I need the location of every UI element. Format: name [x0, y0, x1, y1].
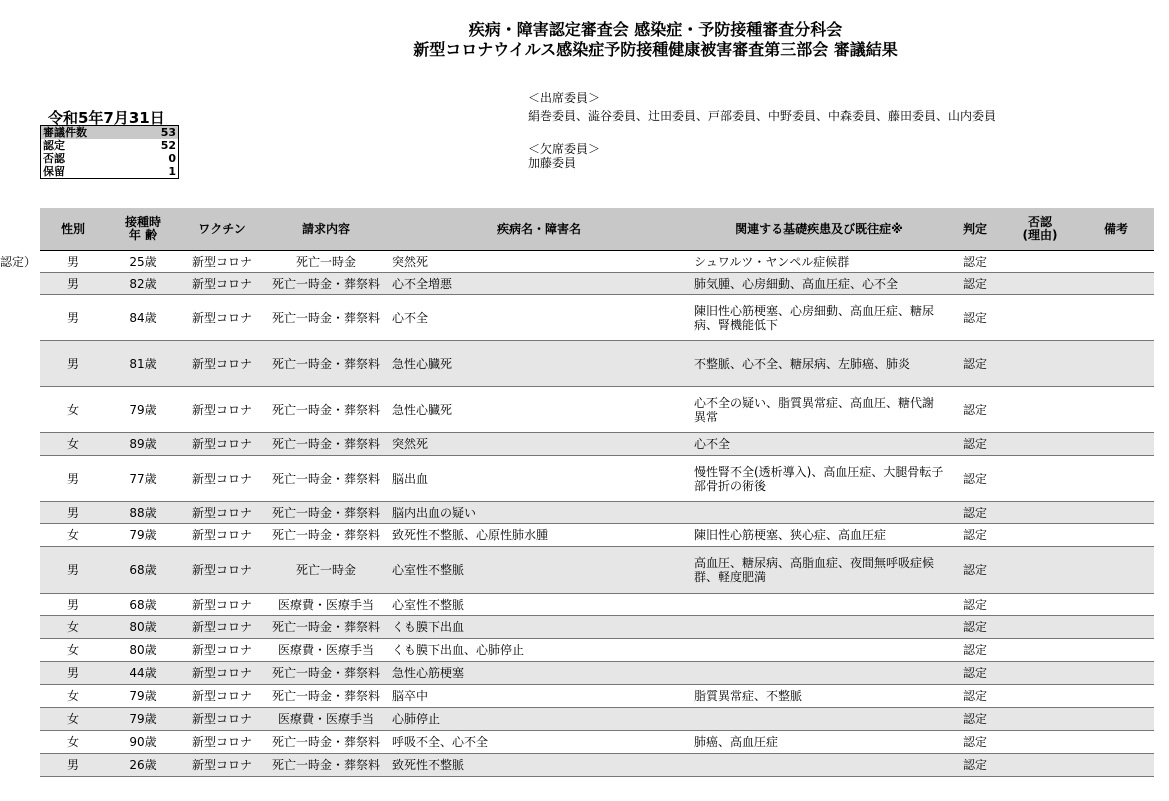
cell-result: 認定: [948, 387, 1002, 433]
cell-vaccine: 新型コロナ: [180, 341, 264, 387]
table-row: [40, 295, 1154, 341]
cell-denial-reason: [1002, 341, 1078, 387]
cell-disease: 脳出血: [388, 456, 690, 502]
cell-history: 不整脈、心不全、糖尿病、左肺癌、肺炎: [690, 341, 948, 387]
absent-members-list: 加藤委員: [528, 156, 577, 170]
cell-denial-reason: [1002, 547, 1078, 594]
table-row: [40, 754, 1154, 777]
cell-history: 陳旧性心筋梗塞、狭心症、高血圧症: [690, 524, 948, 547]
column-header-remarks: 備考: [1078, 208, 1154, 251]
cell-disease: 心肺停止: [388, 708, 690, 731]
cell-history: [690, 639, 948, 662]
cell-age: 79歳: [106, 387, 180, 433]
table-row: [40, 433, 1154, 456]
cell-age: 81歳: [106, 341, 180, 387]
cell-vaccine: 新型コロナ: [180, 295, 264, 341]
cell-vaccine: 新型コロナ: [180, 594, 264, 616]
cell-disease: 心室性不整脈: [388, 594, 690, 616]
cell-remarks: [1078, 295, 1154, 341]
cell-result: 認定: [948, 685, 1002, 708]
cell-claim: 死亡一時金・葬祭料: [264, 754, 388, 777]
cell-age: 80歳: [106, 616, 180, 639]
column-header-claim: 請求内容: [264, 208, 388, 251]
cell-sex: 男: [40, 547, 106, 594]
cell-claim: 死亡一時金・葬祭料: [264, 662, 388, 685]
cell-vaccine: 新型コロナ: [180, 547, 264, 594]
table-row: [40, 524, 1154, 547]
cell-claim: 死亡一時金・葬祭料: [264, 295, 388, 341]
cell-denial-reason: [1002, 731, 1078, 754]
cell-sex: 男: [40, 341, 106, 387]
summary-label: 保留: [43, 165, 65, 178]
cell-claim: 死亡一時金・葬祭料: [264, 387, 388, 433]
cell-age: 44歳: [106, 662, 180, 685]
cell-disease: 突然死: [388, 433, 690, 456]
cell-result: 認定: [948, 708, 1002, 731]
side-cut-text: 認定）: [0, 255, 37, 269]
column-header-sex: 性別: [40, 208, 106, 251]
table-header-row: [40, 208, 1154, 251]
cell-sex: 女: [40, 433, 106, 456]
cell-claim: 死亡一時金: [264, 547, 388, 594]
cell-result: 認定: [948, 754, 1002, 777]
table-row: [40, 639, 1154, 662]
cell-result: 認定: [948, 341, 1002, 387]
cell-remarks: [1078, 251, 1154, 273]
cell-history: 心不全: [690, 433, 948, 456]
cell-disease: 呼吸不全、心不全: [388, 731, 690, 754]
cell-remarks: [1078, 524, 1154, 547]
cell-vaccine: 新型コロナ: [180, 524, 264, 547]
cell-remarks: [1078, 731, 1154, 754]
column-header-result: 判定: [948, 208, 1002, 251]
cell-age: 25歳: [106, 251, 180, 273]
cell-history: [690, 662, 948, 685]
cell-denial-reason: [1002, 251, 1078, 273]
cell-denial-reason: [1002, 594, 1078, 616]
cell-sex: 男: [40, 456, 106, 502]
cell-age: 82歳: [106, 273, 180, 295]
cell-claim: 死亡一時金・葬祭料: [264, 502, 388, 524]
cell-vaccine: 新型コロナ: [180, 731, 264, 754]
table-row: [40, 594, 1154, 616]
cell-remarks: [1078, 547, 1154, 594]
table-row: [40, 387, 1154, 433]
cell-sex: 女: [40, 685, 106, 708]
cell-vaccine: 新型コロナ: [180, 708, 264, 731]
cell-denial-reason: [1002, 524, 1078, 547]
cell-age: 90歳: [106, 731, 180, 754]
cell-sex: 女: [40, 639, 106, 662]
cell-vaccine: 新型コロナ: [180, 273, 264, 295]
cell-sex: 女: [40, 616, 106, 639]
cell-vaccine: 新型コロナ: [180, 502, 264, 524]
cell-claim: 医療費・医療手当: [264, 639, 388, 662]
cell-history: [690, 754, 948, 777]
cell-remarks: [1078, 433, 1154, 456]
cell-sex: 男: [40, 754, 106, 777]
cell-disease: 致死性不整脈、心原性肺水腫: [388, 524, 690, 547]
cell-vaccine: 新型コロナ: [180, 251, 264, 273]
absent-members-heading: ＜欠席委員＞: [528, 142, 601, 156]
cell-vaccine: 新型コロナ: [180, 387, 264, 433]
cell-sex: 男: [40, 295, 106, 341]
cell-result: 認定: [948, 731, 1002, 754]
cell-sex: 男: [40, 502, 106, 524]
cell-sex: 女: [40, 731, 106, 754]
cell-sex: 男: [40, 251, 106, 273]
cell-disease: 急性心筋梗塞: [388, 662, 690, 685]
present-members-list: 絹巻委員、澁谷委員、辻田委員、戸部委員、中野委員、中森委員、藤田委員、山内委員: [528, 109, 997, 123]
cell-remarks: [1078, 616, 1154, 639]
summary-label: 認定: [43, 139, 65, 152]
table-row: [40, 547, 1154, 594]
meeting-date: 令和5年7月31日: [48, 109, 165, 127]
cell-remarks: [1078, 685, 1154, 708]
cell-vaccine: 新型コロナ: [180, 433, 264, 456]
cell-denial-reason: [1002, 685, 1078, 708]
cell-remarks: [1078, 273, 1154, 295]
cell-denial-reason: [1002, 456, 1078, 502]
cell-history: シュワルツ・ヤンペル症候群: [690, 251, 948, 273]
summary-table: [40, 125, 179, 179]
cell-remarks: [1078, 502, 1154, 524]
cell-disease: くも膜下出血: [388, 616, 690, 639]
cell-result: 認定: [948, 251, 1002, 273]
cell-claim: 死亡一時金・葬祭料: [264, 524, 388, 547]
table-row: [40, 662, 1154, 685]
cell-denial-reason: [1002, 295, 1078, 341]
cell-age: 77歳: [106, 456, 180, 502]
cell-result: 認定: [948, 616, 1002, 639]
cell-age: 79歳: [106, 524, 180, 547]
table-row: [40, 251, 1154, 273]
cell-disease: 致死性不整脈: [388, 754, 690, 777]
cell-claim: 死亡一時金・葬祭料: [264, 685, 388, 708]
cell-result: 認定: [948, 594, 1002, 616]
summary-row-approved: [41, 139, 179, 152]
cell-history: 肺気腫、心房細動、高血圧症、心不全: [690, 273, 948, 295]
summary-row-denied: [41, 152, 179, 165]
cell-sex: 男: [40, 594, 106, 616]
cell-history: 脂質異常症、不整脈: [690, 685, 948, 708]
cell-disease: 脳卒中: [388, 685, 690, 708]
cell-age: 84歳: [106, 295, 180, 341]
cell-remarks: [1078, 708, 1154, 731]
cell-result: 認定: [948, 273, 1002, 295]
summary-row-total: [41, 126, 179, 140]
cell-denial-reason: [1002, 273, 1078, 295]
cell-age: 26歳: [106, 754, 180, 777]
cell-age: 68歳: [106, 594, 180, 616]
cell-vaccine: 新型コロナ: [180, 456, 264, 502]
cell-claim: 医療費・医療手当: [264, 594, 388, 616]
cell-age: 80歳: [106, 639, 180, 662]
cell-claim: 死亡一時金・葬祭料: [264, 616, 388, 639]
summary-row-pending: [41, 165, 179, 179]
cell-vaccine: 新型コロナ: [180, 616, 264, 639]
column-header-vaccine: ワクチン: [180, 208, 264, 251]
cell-sex: 男: [40, 662, 106, 685]
table-row: [40, 502, 1154, 524]
summary-value: 52: [160, 139, 176, 152]
cell-claim: 死亡一時金: [264, 251, 388, 273]
cell-disease: 心不全: [388, 295, 690, 341]
cell-denial-reason: [1002, 708, 1078, 731]
cell-disease: 急性心臓死: [388, 387, 690, 433]
cell-denial-reason: [1002, 387, 1078, 433]
cell-disease: 心不全増悪: [388, 273, 690, 295]
table-row: [40, 685, 1154, 708]
document-title: 疾病・障害認定審査会 感染症・予防接種審査分科会: [468, 20, 843, 39]
cell-age: 68歳: [106, 547, 180, 594]
cell-vaccine: 新型コロナ: [180, 754, 264, 777]
cell-denial-reason: [1002, 754, 1078, 777]
cell-denial-reason: [1002, 639, 1078, 662]
cell-age: 89歳: [106, 433, 180, 456]
cell-denial-reason: [1002, 662, 1078, 685]
cell-sex: 女: [40, 708, 106, 731]
cell-age: 79歳: [106, 685, 180, 708]
cell-vaccine: 新型コロナ: [180, 639, 264, 662]
cell-disease: 急性心臓死: [388, 341, 690, 387]
cell-denial-reason: [1002, 433, 1078, 456]
cell-history: 心不全の疑い、脂質異常症、高血圧、糖代謝異常: [690, 387, 948, 433]
cell-remarks: [1078, 639, 1154, 662]
present-members-heading: ＜出席委員＞: [528, 91, 601, 105]
table-row: [40, 341, 1154, 387]
cell-age: 79歳: [106, 708, 180, 731]
cell-sex: 女: [40, 387, 106, 433]
cell-result: 認定: [948, 502, 1002, 524]
cell-result: 認定: [948, 639, 1002, 662]
cell-claim: 死亡一時金・葬祭料: [264, 341, 388, 387]
cell-history: [690, 594, 948, 616]
cell-sex: 男: [40, 273, 106, 295]
summary-label: 審議件数: [43, 126, 87, 139]
cell-history: 高血圧、糖尿病、高脂血症、夜間無呼吸症候群、軽度肥満: [690, 547, 948, 594]
table-row: [40, 616, 1154, 639]
cell-claim: 死亡一時金・葬祭料: [264, 456, 388, 502]
cell-claim: 死亡一時金・葬祭料: [264, 273, 388, 295]
cell-result: 認定: [948, 662, 1002, 685]
cell-result: 認定: [948, 524, 1002, 547]
cell-remarks: [1078, 387, 1154, 433]
table-row: [40, 456, 1154, 502]
table-row: [40, 273, 1154, 295]
cell-remarks: [1078, 594, 1154, 616]
table-row: [40, 731, 1154, 754]
cell-history: 慢性腎不全(透析導入)、高血圧症、大腿骨転子部骨折の術後: [690, 456, 948, 502]
cell-result: 認定: [948, 456, 1002, 502]
column-header-history: 関連する基礎疾患及び既往症※: [690, 208, 948, 251]
cell-claim: 死亡一時金・葬祭料: [264, 731, 388, 754]
cell-history: 陳旧性心筋梗塞、心房細動、高血圧症、糖尿病、腎機能低下: [690, 295, 948, 341]
cell-disease: 心室性不整脈: [388, 547, 690, 594]
cell-disease: くも膜下出血、心肺停止: [388, 639, 690, 662]
cell-denial-reason: [1002, 502, 1078, 524]
cell-history: 肺癌、高血圧症: [690, 731, 948, 754]
cell-remarks: [1078, 456, 1154, 502]
cell-history: [690, 616, 948, 639]
summary-value: 53: [160, 126, 176, 139]
cell-disease: 突然死: [388, 251, 690, 273]
cell-vaccine: 新型コロナ: [180, 685, 264, 708]
cell-vaccine: 新型コロナ: [180, 662, 264, 685]
column-header-denial-reason: 否認 (理由): [1002, 208, 1078, 251]
cell-result: 認定: [948, 295, 1002, 341]
cell-age: 88歳: [106, 502, 180, 524]
summary-value: 0: [168, 152, 176, 165]
cell-remarks: [1078, 754, 1154, 777]
column-header-age: 接種時 年 齢: [106, 208, 180, 251]
column-header-disease: 疾病名・障害名: [388, 208, 690, 251]
cell-result: 認定: [948, 433, 1002, 456]
cell-sex: 女: [40, 524, 106, 547]
summary-value: 1: [168, 165, 176, 178]
cell-history: [690, 502, 948, 524]
cell-denial-reason: [1002, 616, 1078, 639]
cell-remarks: [1078, 662, 1154, 685]
results-table: [40, 208, 1154, 777]
document-subtitle: 新型コロナウイルス感染症予防接種健康被害審査第三部会 審議結果: [413, 40, 898, 59]
cell-claim: 医療費・医療手当: [264, 708, 388, 731]
cell-result: 認定: [948, 547, 1002, 594]
cell-claim: 死亡一時金・葬祭料: [264, 433, 388, 456]
cell-remarks: [1078, 341, 1154, 387]
cell-disease: 脳内出血の疑い: [388, 502, 690, 524]
cell-history: [690, 708, 948, 731]
summary-label: 否認: [43, 152, 65, 165]
table-row: [40, 708, 1154, 731]
